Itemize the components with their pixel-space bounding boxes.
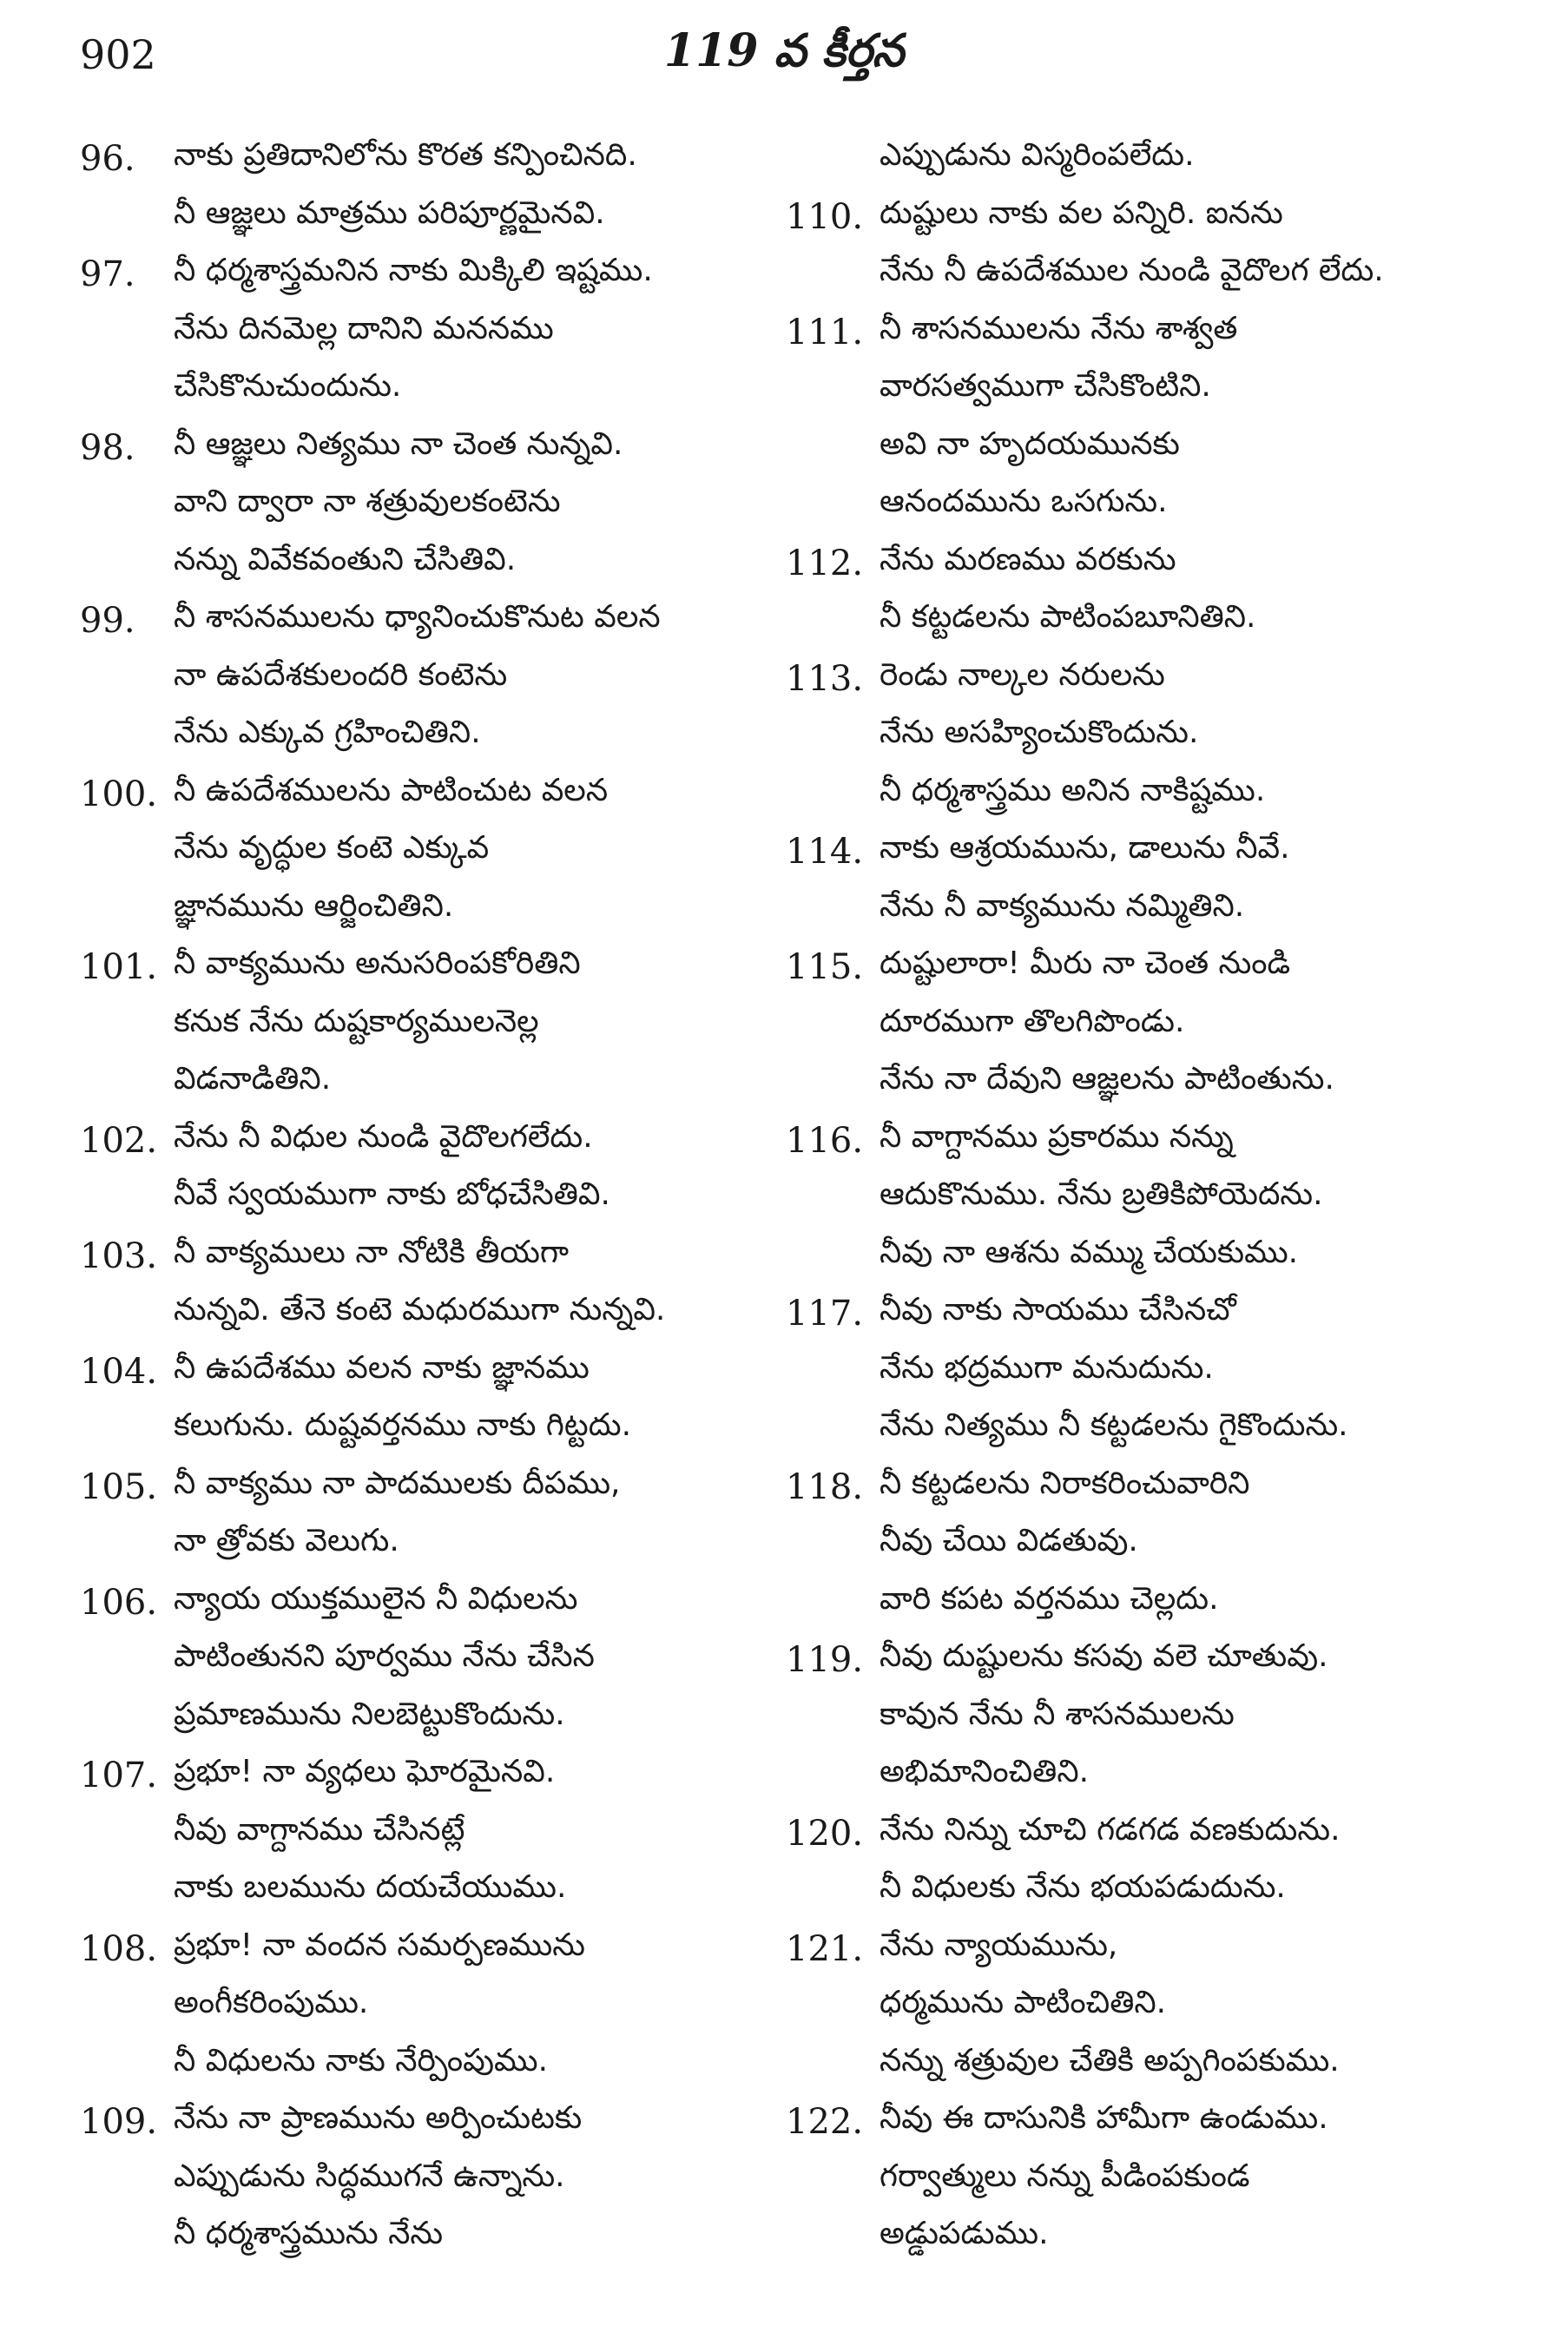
verse [80, 1112, 774, 1228]
verse-line [786, 650, 1480, 708]
verse-text: నా త్రోవకు వెలుగు. [174, 1523, 399, 1559]
verse-text: నేను అసహ్యించుకొందును. [880, 715, 1199, 751]
verse-line [80, 246, 774, 304]
verse-line [80, 1690, 774, 1748]
verse-text: నీ ధర్మశాస్త్రము అనిన నాకిష్టము. [880, 772, 1266, 808]
verse-line [786, 1805, 1480, 1863]
verse-text: నీ ధర్మశాస్త్రమును నేను [174, 2216, 444, 2252]
verse-text: నీ శాసనములను ధ్యానించుకొనుట వలన [174, 599, 661, 636]
verse-number: 115. [786, 947, 864, 988]
verse-line [80, 997, 774, 1055]
verse [786, 1285, 1480, 1459]
verse-text: నీ విధులను నాకు నేర్పింపుము. [174, 2042, 549, 2079]
verse-text: నేను నా ప్రాణమును అర్పించుటకు [174, 2100, 583, 2137]
page-header [0, 24, 1568, 102]
verse [80, 766, 774, 939]
verse-text: నాకు బలమును దయచేయుము. [174, 1869, 567, 1906]
verse-line [786, 1747, 1480, 1805]
verse-line [80, 1400, 774, 1459]
verse [80, 419, 774, 593]
verse-text: అభిమానించితిని. [880, 1754, 1090, 1790]
chapter-title: 119 వ కీర్తన [663, 24, 905, 77]
page-number: 902 [80, 31, 156, 78]
verse-line [80, 2036, 774, 2094]
verse-number: 97. [80, 254, 135, 295]
verse [786, 188, 1480, 304]
verse-text: ఆదుకొనుము. నేను బ్రతికిపోయెదను. [880, 1176, 1323, 1213]
verse-number: 106. [80, 1582, 158, 1623]
verse-text: దుష్టులు నాకు వల పన్నిరి. ఐనను [880, 194, 1283, 231]
verse-line [80, 1862, 774, 1920]
verse [80, 1920, 774, 2094]
verse-text: నీ వాక్యమును అనుసరింపకోరితిని [174, 945, 581, 982]
verse-line [786, 766, 1480, 824]
verse-line [786, 1862, 1480, 1920]
verse-text: నేను భద్రముగా మనుదును. [880, 1349, 1214, 1386]
verse [80, 1228, 774, 1343]
verse-number: 111. [786, 312, 864, 352]
verse-number: 113. [786, 658, 864, 699]
verse-text: దుష్టులారా! మీరు నా చెంత నుండి [880, 945, 1291, 982]
verse [80, 246, 774, 419]
verse-line [80, 361, 774, 419]
verse [80, 130, 774, 246]
verse-line [786, 477, 1480, 535]
verse-line [80, 1920, 774, 1979]
verse [80, 1574, 774, 1748]
verse-number: 108. [80, 1928, 158, 1969]
verse-text: నేను నా దేవుని ఆజ్ఞలను పాటింతును. [880, 1061, 1334, 1097]
verse-text: పాటింతునని పూర్వము నేను చేసిన [174, 1638, 595, 1675]
verse-line [80, 1631, 774, 1690]
verse-number: 107. [80, 1756, 158, 1796]
verse-line [80, 766, 774, 824]
verse-text: గర్వాత్ములు నన్ను పీడింపకుండ [880, 2158, 1250, 2194]
verse-number: 110. [786, 196, 864, 237]
verse-line [786, 2036, 1480, 2094]
right-column [786, 130, 1480, 2267]
verse-text: నీవు చేయి విడతువు. [880, 1523, 1138, 1559]
verse-text: ఎప్పుడును సిద్ధముగనే ఉన్నాను. [174, 2158, 565, 2194]
verse-text: వారసత్వముగా చేసికొంటిని. [880, 368, 1211, 405]
verse-text: ప్రభూ! నా వందన సమర్పణమును [174, 1927, 585, 1963]
verse-line [80, 130, 774, 188]
verse-text: వాని ద్వారా నా శత్రువులకంటెను [174, 484, 561, 520]
verse-line [80, 419, 774, 478]
verse-line [80, 2093, 774, 2151]
verse-line [786, 130, 1480, 188]
verse-text: నీ ఉపదేశము వలన నాకు జ్ఞానము [174, 1349, 590, 1386]
verse-number: 112. [786, 543, 864, 583]
verse-text: అవి నా హృదయమునకు [880, 425, 1180, 462]
verse-line [80, 188, 774, 247]
verse-text: కావున నేను నీ శాసనములను [880, 1696, 1235, 1732]
verse-number: 121. [786, 1928, 864, 1969]
verse-number: 119. [786, 1640, 864, 1681]
verse-line [786, 1459, 1480, 1517]
verse-text: విడనాడితిని. [174, 1061, 332, 1097]
verse-number: 117. [786, 1294, 864, 1334]
verse-number: 116. [786, 1120, 864, 1161]
verse-line [80, 1805, 774, 1863]
verse-line [80, 2151, 774, 2210]
verse-number: 101. [80, 947, 158, 988]
verse-line [786, 2151, 1480, 2210]
verse-line [786, 1228, 1480, 1286]
verse-text: ధర్మమును పాటించితిని. [880, 1985, 1167, 2021]
verse-text: అంగీకరింపుము. [174, 1985, 369, 2021]
verse [80, 2093, 774, 2267]
verse-text: నీవు వాగ్దానము చేసినట్లే [174, 1811, 465, 1848]
verse-text: నన్ను శత్రువుల చేతికి అప్పగింపకుము. [880, 2042, 1340, 2079]
verse-text: జ్ఞానమును ఆర్జించితిని. [174, 887, 454, 924]
verse-number: 96. [80, 139, 135, 180]
verse-line [786, 1920, 1480, 1979]
verse-number: 118. [786, 1466, 864, 1507]
verse-number: 114. [786, 832, 864, 873]
verse-text: నీ శాసనములను నేను శాశ్వత [880, 310, 1238, 346]
verse-line [80, 939, 774, 997]
verse-line [786, 419, 1480, 478]
verse-line [80, 1228, 774, 1286]
verse-text: నేను దినమెల్ల దానిని మననము [174, 310, 554, 346]
verse-text: నీ ఆజ్ఞలు నిత్యము నా చెంత నున్నవి. [174, 425, 623, 462]
verse-text: నేను నిత్యము నీ కట్టడలను గైకొందును. [880, 1407, 1348, 1444]
verse [80, 939, 774, 1112]
verse-text: నీ ఆజ్ఞలు మాత్రము పరిపూర్ణమైనవి. [174, 194, 605, 231]
verse-text: నీ ఉపదేశములను పాటించుట వలన [174, 772, 609, 808]
verse-line [786, 2209, 1480, 2267]
verse-text: నీ వాక్యములు నా నోటికి తీయగా [174, 1234, 570, 1270]
verse-line [786, 1400, 1480, 1459]
verse-line [80, 477, 774, 535]
verse [80, 1747, 774, 1920]
verse [786, 823, 1480, 939]
verse-text: నాకు ప్రతిదానిలోను కొరత కన్పించినది. [174, 137, 637, 174]
verse-line [80, 1516, 774, 1574]
verse-text: దూరముగా తొలగిపొండు. [880, 1003, 1185, 1039]
verse-line [786, 592, 1480, 650]
verse-line [80, 1978, 774, 2036]
verse [786, 939, 1480, 1112]
verse-line [786, 1054, 1480, 1112]
verse-line [80, 1343, 774, 1401]
verse-line [80, 1285, 774, 1343]
verse-line [786, 1169, 1480, 1228]
verse-text: నేను వృద్ధుల కంటె ఎక్కువ [174, 830, 490, 866]
verse-text: నీ వాగ్దానము ప్రకారము నన్ను [880, 1118, 1234, 1155]
verse-line [80, 2209, 774, 2267]
verse-line [786, 939, 1480, 997]
verse-text: కనుక నేను దుష్టకార్యములనెల్ల [174, 1003, 539, 1039]
verse-line [80, 881, 774, 939]
verse-line [80, 1574, 774, 1632]
verse-line [786, 1343, 1480, 1401]
verse-line [80, 1169, 774, 1228]
verse-number: 122. [786, 2102, 864, 2143]
verse-text: నా ఉపదేశకులందరి కంటెను [174, 656, 508, 693]
verse-line [786, 246, 1480, 304]
verse-line [786, 708, 1480, 766]
verse [80, 1459, 774, 1574]
verse [786, 1112, 1480, 1286]
verse-text: నీ విధులకు నేను భయపడుదును. [880, 1869, 1286, 1906]
verse-line [80, 650, 774, 708]
verse-text: ఆనందమును ఒసగును. [880, 484, 1168, 520]
verse-number: 100. [80, 774, 158, 814]
verse [786, 1459, 1480, 1632]
verse-text: నీవు ఈ దాసునికి హామీగా ఉండుము. [880, 2100, 1328, 2137]
verse-line [80, 592, 774, 650]
left-column [80, 130, 774, 2267]
verse-text: నీవే స్వయముగా నాకు బోధచేసితివి. [174, 1176, 610, 1213]
verse-line [786, 1516, 1480, 1574]
verse-text: నీ వాక్యము నా పాదములకు దీపము, [174, 1465, 621, 1501]
verse-line [786, 535, 1480, 593]
verse-line [786, 881, 1480, 939]
verse-line [80, 1459, 774, 1517]
verse-text: నున్నవి. తేనె కంటె మధురముగా నున్నవి. [174, 1292, 666, 1328]
verse-text: నీ కట్టడలను పాటింపబూనితిని. [880, 599, 1256, 636]
verse-line [786, 2093, 1480, 2151]
verse [786, 1805, 1480, 1920]
verse-number: 102. [80, 1120, 158, 1161]
verse-line [786, 304, 1480, 362]
verse [786, 2093, 1480, 2267]
verse-text: నేను ఎక్కువ గ్రహించితిని. [174, 715, 481, 751]
verse [80, 592, 774, 766]
verse-line [786, 823, 1480, 881]
verse [786, 304, 1480, 535]
verse-text: ప్రమాణమును నిలబెట్టుకొందును. [174, 1696, 565, 1732]
verse-number: 98. [80, 427, 135, 468]
verse-text: నీవు దుష్టులను కసవు వలె చూతువు. [880, 1638, 1328, 1675]
verse-line [80, 535, 774, 593]
verse-text: నేను నీ విధుల నుండి వైదొలగలేదు. [174, 1118, 593, 1155]
verse-number: 105. [80, 1466, 158, 1507]
verse-line [786, 1631, 1480, 1690]
verse-text: ఎప్పుడును విస్మరింపలేదు. [880, 137, 1195, 174]
verse-line [786, 188, 1480, 247]
verse-text: అడ్డుపడుము. [880, 2216, 1049, 2252]
verse [786, 130, 1480, 188]
verse-text: నేను న్యాయమును, [880, 1927, 1118, 1963]
verse-text: నన్ను వివేకవంతుని చేసితివి. [174, 541, 517, 577]
verse-text: న్యాయ యుక్తములైన నీ విధులను [174, 1580, 578, 1617]
verse-text: నేను మరణము వరకును [880, 541, 1176, 577]
verse-text: రెండు నాల్కల నరులను [880, 656, 1165, 693]
verse-text: నీవు నా ఆశను వమ్ము చేయకుము. [880, 1234, 1299, 1270]
verse-text: నాకు ఆశ్రయమును, డాలును నీవే. [880, 830, 1290, 866]
verse-line [786, 1574, 1480, 1632]
verse-text: నేను నిన్ను చూచి గడగడ వణకుదును. [880, 1811, 1341, 1848]
verse-text: నీవు నాకు సాయము చేసినచో [880, 1292, 1236, 1328]
verse-text: నీ ధర్మశాస్త్రమనిన నాకు మిక్కిలి ఇష్టము. [174, 253, 653, 289]
verse-line [786, 1112, 1480, 1170]
verse-text: నేను నీ వాక్యమును నమ్మితిని. [880, 887, 1245, 924]
verse-number: 109. [80, 2102, 158, 2143]
verse [786, 1631, 1480, 1805]
verse-line [80, 823, 774, 881]
verse-number: 99. [80, 601, 135, 642]
verse-number: 104. [80, 1351, 158, 1392]
verse-line [80, 1112, 774, 1170]
verse-line [80, 1054, 774, 1112]
verse [80, 1343, 774, 1459]
verse-line [786, 1978, 1480, 2036]
verse-text: కలుగును. దుష్టవర్తనము నాకు గిట్టదు. [174, 1407, 632, 1444]
verse-text: వారి కపట వర్తనము చెల్లదు. [880, 1580, 1219, 1617]
verse-columns [0, 130, 1568, 2336]
verse-text: నేను నీ ఉపదేశముల నుండి వైదొలగ లేదు. [880, 253, 1384, 289]
verse-text: చేసికొనుచుందును. [174, 368, 402, 405]
verse-line [80, 708, 774, 766]
verse-number: 103. [80, 1235, 158, 1276]
verse-line [786, 1690, 1480, 1748]
verse-line [786, 361, 1480, 419]
verse-text: నీ కట్టడలను నిరాకరించువారిని [880, 1465, 1250, 1501]
verse-line [786, 1285, 1480, 1343]
verse [786, 650, 1480, 824]
verse [786, 1920, 1480, 2094]
verse [786, 535, 1480, 650]
verse-line [786, 997, 1480, 1055]
verse-line [80, 304, 774, 362]
verse-line [80, 1747, 774, 1805]
verse-number: 120. [786, 1813, 864, 1854]
verse-text: ప్రభూ! నా వ్యధలు ఘోరమైనవి. [174, 1754, 556, 1790]
